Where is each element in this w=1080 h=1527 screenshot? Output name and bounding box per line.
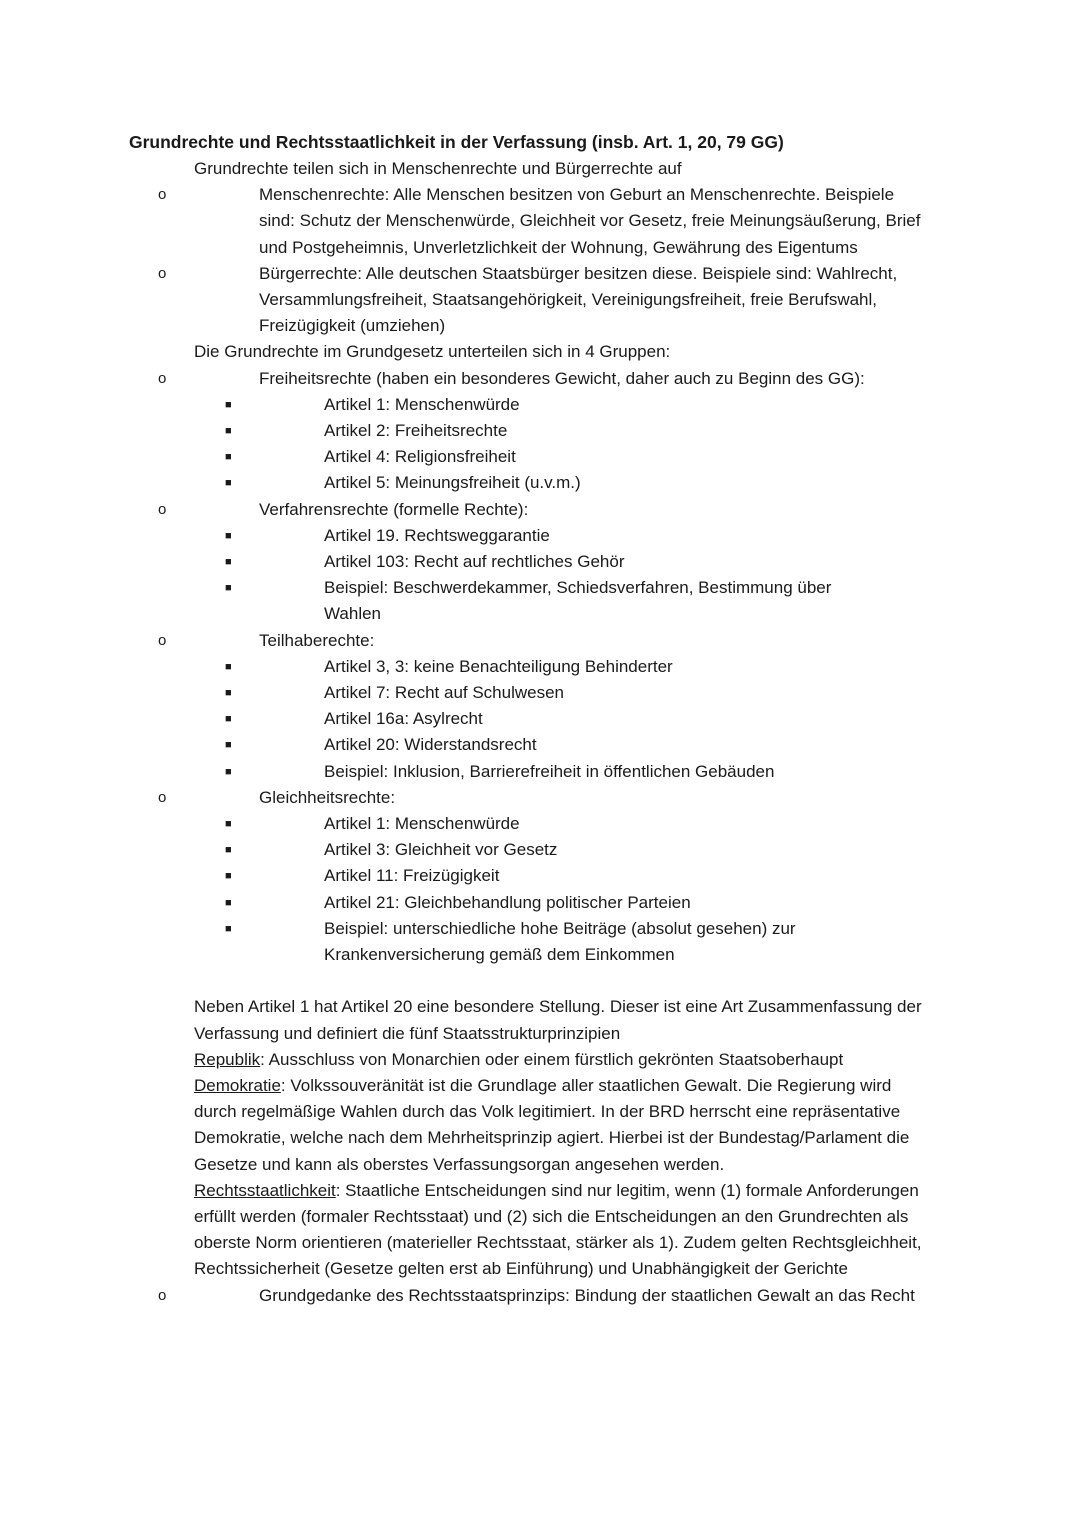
list-item (225, 706, 884, 732)
square-bullet: ■ (225, 687, 232, 700)
list-item-text: Menschenrechte: Alle Menschen besitzen von Geburt an Menschenrechte. Beispiele sind: Schutz der Menschenwürde, Gleichheit vor Gesetz, freie Meinungsäußerung, Brief und Postgeheimnis, Unverletzlichkeit der Wohnung, Gewährung des Eigentums (259, 185, 921, 257)
list-item-grundgedanke (158, 1283, 929, 1309)
list-item-text: Artikel 5: Meinungsfreiheit (u.v.m.) (324, 473, 581, 493)
list-item-buergerrechte (158, 261, 929, 340)
subsublist (225, 523, 929, 628)
list-item-text: Artikel 7: Recht auf Schulwesen (324, 683, 565, 703)
list-item (225, 863, 884, 889)
list-item-text: Artikel 21: Gleichbehandlung politischer Parteien (324, 892, 691, 912)
list-item-text: Artikel 1: Menschenwürde (324, 394, 520, 414)
list-item-text: Beispiel: Beschwerdekammer, Schiedsverfahren, Bestimmung über Wahlen (324, 578, 832, 624)
sublist (158, 182, 934, 339)
square-bullet: ■ (225, 896, 232, 909)
circle-bullet: o (158, 186, 167, 204)
list-item-demokratie (0, 1073, 934, 1178)
list-item (225, 732, 884, 758)
subsublist (225, 654, 929, 785)
list-item-text: Freiheitsrechte (haben ein besonderes Gewicht, daher auch zu Beginn des GG): (259, 368, 865, 388)
list-item-text: Artikel 16a: Asylrecht (324, 709, 483, 729)
circle-bullet: o (158, 788, 167, 806)
list-item (225, 392, 884, 418)
square-bullet: ■ (225, 660, 232, 673)
list-item-text: Neben Artikel 1 hat Artikel 20 eine besondere Stellung. Dieser ist eine Art Zusammenfassung der Verfassung und definiert die fünf Staatsstrukturprinzipien (194, 997, 922, 1043)
square-bullet: ■ (225, 765, 232, 778)
term-demokratie: Demokratie (194, 1075, 281, 1095)
square-bullet: ■ (225, 556, 232, 569)
list-item (225, 680, 884, 706)
term-rechtsstaatlichkeit: Rechtsstaatlichkeit (194, 1180, 336, 1200)
list-item (225, 837, 884, 863)
sublist (158, 366, 934, 969)
list-item-text: Artikel 19. Rechtsweggarantie (324, 525, 550, 545)
list-item-gleichheitsrechte (158, 785, 929, 968)
square-bullet: ■ (225, 477, 232, 490)
list-item (225, 549, 884, 575)
list-item-text: : Volkssouveränität ist die Grundlage aller staatlichen Gewalt. Die Regierung wird durch regelmäßige Wahlen durch das Volk legitimiert. In der BRD herrscht eine repräsentative Demokratie, welche nach dem Mehrheitsprinzip agiert. Hierbei ist der Bundestag/Parlament die Gesetze und kann als oberstes Verfassungsorgan angesehen werden. (194, 1075, 910, 1174)
circle-bullet: o (158, 369, 167, 387)
list-item-text: Artikel 3: Gleichheit vor Gesetz (324, 840, 558, 860)
list-item (225, 654, 884, 680)
list-item-text: Beispiel: unterschiedliche hohe Beiträge (absolut gesehen) zur Krankenversicherung gemäß dem Einkommen (324, 918, 796, 965)
list-item-verfahrensrechte (158, 497, 929, 628)
list-item (225, 890, 884, 916)
document-title: Grundrechte und Rechtsstaatlichkeit in der Verfassung (insb. Art. 1, 20, 79 GG) (129, 132, 784, 152)
square-bullet: ■ (225, 582, 232, 595)
list-item-text: Grundrechte teilen sich in Menschenrechte und Bürgerrechte auf (194, 159, 682, 178)
list-item-text: Gleichheitsrechte: (259, 787, 396, 807)
list-item (225, 470, 884, 496)
circle-bullet: o (158, 264, 167, 282)
list-item-teilhaberechte (158, 628, 929, 785)
sublist (158, 1283, 934, 1309)
subsublist (225, 811, 929, 968)
list-item-text: Artikel 3, 3: keine Benachteiligung Behinderter (324, 656, 673, 676)
document-body (0, 156, 1080, 1309)
list-item-menschenrechte (158, 182, 929, 261)
list-item-text: Artikel 103: Recht auf rechtliches Gehör (324, 552, 625, 572)
square-bullet: ■ (225, 713, 232, 726)
circle-bullet: o (158, 631, 167, 649)
square-bullet: ■ (225, 398, 232, 411)
list-item-grundrechte-aufteilung (0, 156, 934, 339)
list-item-text: Teilhaberechte: (259, 630, 375, 650)
list-item-text: Artikel 1: Menschenwürde (324, 814, 520, 834)
list-item-text: Artikel 20: Widerstandsrecht (324, 735, 537, 755)
list-item-artikel-20 (0, 994, 934, 1046)
list-item (225, 811, 884, 837)
term-republik: Republik (194, 1049, 261, 1069)
square-bullet: ■ (225, 870, 232, 883)
list-item-text: Beispiel: Inklusion, Barrierefreiheit in öffentlichen Gebäuden (324, 761, 775, 781)
list-item (225, 916, 884, 968)
square-bullet: ■ (225, 922, 232, 935)
list-item-text: Artikel 4: Religionsfreiheit (324, 447, 516, 467)
list-item-text: : Staatliche Entscheidungen sind nur legitim, wenn (1) formale Anforderungen erfüllt werden (formaler Rechtsstaat) und (2) sich die Entscheidungen an den Grundrechten als oberste Norm orientieren (materieller Rechtsstaat, stärker als 1). Zudem gelten Rechtsgleichheit, Rechtssicherheit (Gesetze gelten erst ab Einführung) und Unabhängigkeit der Gerichte (194, 1180, 922, 1279)
subsublist (225, 392, 929, 497)
list-item-republik (0, 1047, 934, 1073)
list-item (225, 444, 884, 470)
list-item-text: : Ausschluss von Monarchien oder einem fürstlich gekrönten Staatsoberhaupt (260, 1049, 844, 1069)
square-bullet: ■ (225, 425, 232, 438)
list-item-text: Die Grundrechte im Grundgesetz unterteilen sich in 4 Gruppen: (194, 342, 671, 362)
list-item-freiheitsrechte (158, 366, 929, 497)
square-bullet: ■ (225, 739, 232, 752)
list-item-text: Verfahrensrechte (formelle Rechte): (259, 499, 529, 519)
spacer (0, 968, 934, 994)
circle-bullet: o (158, 1286, 167, 1304)
list-item (225, 759, 884, 785)
square-bullet: ■ (225, 451, 232, 464)
list-item (225, 575, 884, 627)
square-bullet: ■ (225, 818, 232, 831)
list-item-text: Artikel 11: Freizügigkeit (324, 866, 500, 886)
square-bullet: ■ (225, 844, 232, 857)
circle-bullet: o (158, 500, 167, 518)
list-item-text: Artikel 2: Freiheitsrechte (324, 421, 508, 441)
list-item (225, 523, 884, 549)
main-list (0, 156, 1080, 1309)
list-item-text: Grundgedanke des Rechtsstaatsprinzips: Bindung der staatlichen Gewalt an das Recht (259, 1285, 915, 1305)
list-item (225, 418, 884, 444)
list-item-vier-gruppen (0, 339, 934, 968)
square-bullet: ■ (225, 529, 232, 542)
list-item-text: Bürgerrechte: Alle deutschen Staatsbürger besitzen diese. Beispiele sind: Wahlrecht, Versammlungsfreiheit, Staatsangehörigkeit, Vereinigungsfreiheit, freie Berufswahl, Freizügigkeit (umziehen) (259, 263, 898, 336)
list-item-rechtsstaatlichkeit (0, 1178, 934, 1309)
